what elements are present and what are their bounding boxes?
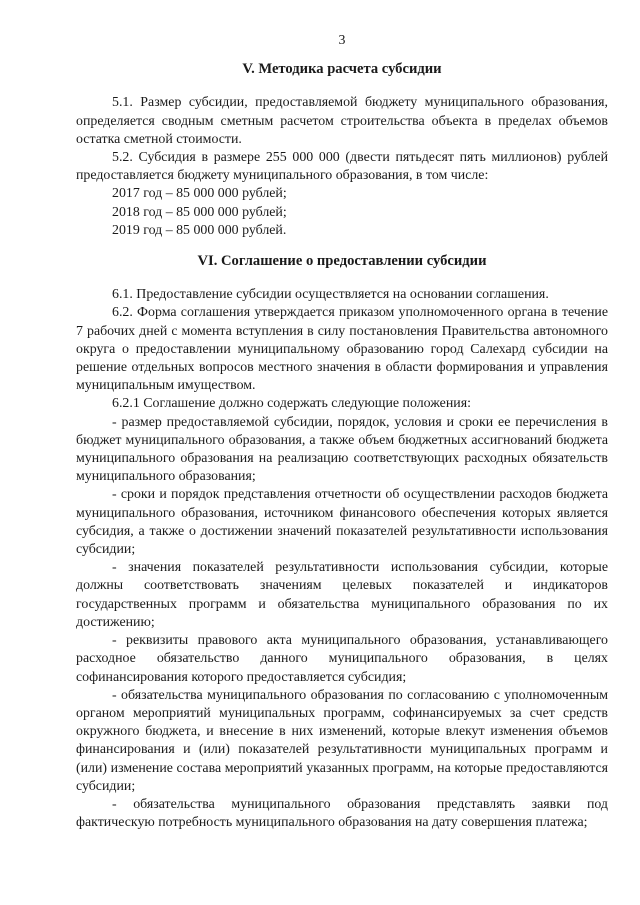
list-item: - сроки и порядок представления отчетности об осуществлении расходов бюджета муниципального образования, источником финансового обеспечения которых является субсидия, а также о достижении значений показателей результативности использования субсидии; — [76, 487, 608, 558]
year-line-2018: 2018 год – 85 000 000 рублей; — [112, 204, 287, 220]
section-6-heading: VI. Соглашение о предоставлении субсидии — [197, 253, 487, 270]
list-item: - значения показателей результативности использования субсидии, которые должны соответствовать значениям целевых показателей и индикаторов государственных программ и обязательства муниципального образования по их достижению; — [76, 560, 608, 630]
list-item: - реквизиты правового акта муниципального образования, устанавливающего расходное обязательство данного муниципального образования, в целях софинансирования которого предоставляется субсидия; — [76, 633, 608, 685]
list-item: - обязательства муниципального образования представлять заявки под фактическую потребность муниципального образования на дату совершения платежа; — [76, 796, 608, 831]
paragraph-6-2: 6.2. Форма соглашения утверждается приказом уполномоченного органа в течение 7 рабочих дней с момента вступления в силу постановления Правительства автономного округа о предоставлении муниципальному образованию город Салехард субсидии на решение отдельных вопросов местного значения в области формирования и управления муниципальным имуществом. — [76, 305, 608, 394]
paragraph-5-1: 5.1. Размер субсидии, предоставляемой бюджету муниципального образования, определяется сводным сметным расчетом строительства объекта в пределах объемов остатка сметной стоимости. — [76, 95, 608, 147]
paragraph-6-2-1: 6.2.1 Соглашение должно содержать следующие положения: — [112, 396, 471, 412]
page-number: 3 — [338, 33, 346, 48]
list-item: - обязательства муниципального образования по согласованию с уполномоченным органом мероприятий муниципальных программ, софинансируемых за счет средств окружного бюджета, и внесение в них изменений, которые влекут изменения объемов финансирования и (или) показателей результативности муниципальных программ и (или) изменение состава мероприятий указанных программ, на которые предоставляются субсидии; — [76, 687, 608, 794]
year-line-2019: 2019 год – 85 000 000 рублей. — [112, 222, 287, 238]
paragraph-6-1: 6.1. Предоставление субсидии осуществляется на основании соглашения. — [112, 287, 549, 303]
year-line-2017: 2017 год – 85 000 000 рублей; — [112, 186, 287, 202]
document-page — [76, 32, 608, 832]
paragraph-5-2: 5.2. Субсидия в размере 255 000 000 (двести пятьдесят пять миллионов) рублей предоставляется бюджету муниципального образования, в том числе: — [76, 150, 608, 184]
section-5-heading: V. Методика расчета субсидии — [242, 61, 442, 78]
list-item: - размер предоставляемой субсидии, порядок, условия и сроки ее перечисления в бюджет муниципального образования, а также объем бюджетных ассигнований бюджета муниципального образования на реализацию соответствующих расходных обязательств муниципального образования; — [76, 414, 608, 485]
